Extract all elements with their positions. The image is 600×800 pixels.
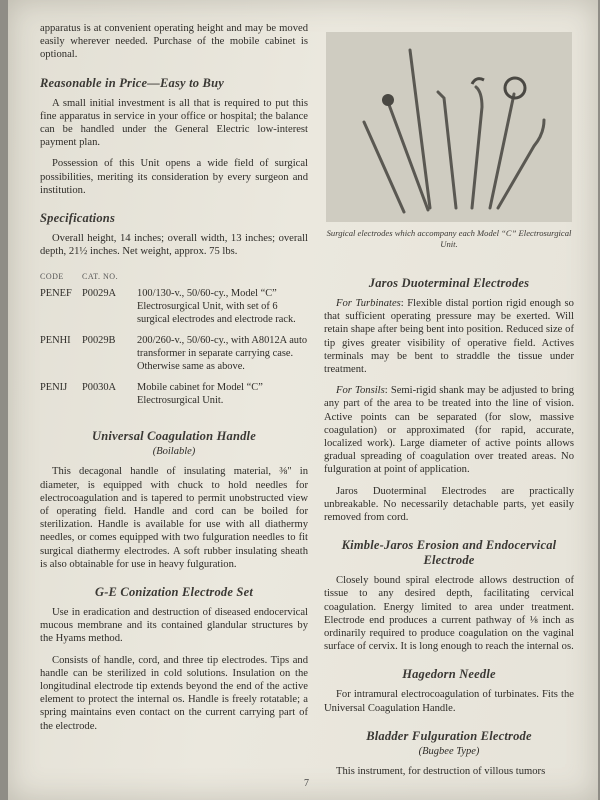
col-cat-header: CAT. NO. [82, 272, 119, 282]
conization-paragraph-2: Consists of handle, cord, and three tip electrodes. Tips and handle can be sterilized in cold solutions. Insulation on the longitudinal electrode tip extends beyond the end of the active element to protect the internal os. Handle is freely rotatable; a spring maintains even contact on the current carrying part of the electrode. [40, 654, 308, 732]
conization-paragraph-1: Use in eradication and destruction of diseased endocervical mucous membrane and its contained glandular structures by the Hyams method. [40, 607, 308, 645]
jaros-turbinates-paragraph [324, 297, 574, 376]
hagedorn-heading: Hagedorn Needle [402, 667, 496, 682]
hagedorn-paragraph: For intramural electrocoagulation of turbinates. Fits the Universal Coagulation Handle. [324, 689, 574, 714]
specifications-text: Overall height, 14 inches; overall width, 13 inches; overall depth, 21½ inches. Net weight, approx. 75 lbs. [40, 233, 308, 258]
row-cat: P0029A [82, 288, 117, 300]
intro-paragraph: apparatus is at convenient operating height and may be moved easily wherever needed. Purchase of the mobile cabinet is optional. [40, 23, 308, 61]
row-code: PENHI [40, 335, 71, 347]
bladder-subheading: (Bugbee Type) [418, 745, 480, 757]
handle-subheading: (Boilable) [152, 446, 196, 458]
row-desc: 100/130-v., 50/60-cy., Model “C” Electrosurgical Unit, with set of 6 surgical electrodes and electrode rack. [137, 288, 296, 326]
handle-heading: Universal Coagulation Handle [92, 429, 256, 444]
table-row [40, 334, 308, 381]
electrodes-photo [326, 32, 572, 222]
specifications-table [40, 266, 308, 415]
left-column [40, 22, 308, 741]
tonsils-label: For Tonsils [336, 385, 385, 397]
right-column [324, 262, 574, 786]
table-row [40, 287, 308, 334]
bladder-paragraph: This instrument, for destruction of villous tumors [336, 765, 546, 777]
table-row [40, 381, 308, 415]
turbinates-text: : Flexible distal portion rigid enough so that sufficient operating pressure may be exerted. Will retain shape after being bent into position. Reduced size of tip gives greater visibility of operative field. Actives terminals may be bent to straddle the tissue under treatment. [324, 298, 574, 376]
kimble-heading: Kimble-Jaros Erosion and Endocervical Electrode [341, 538, 557, 568]
turbinates-label: For Turbinates [336, 298, 401, 309]
row-code: PENIJ [40, 382, 68, 394]
row-cat: P0030A [82, 382, 117, 394]
photo-caption: Surgical electrodes which accompany each Model “C” Electrosurgical Unit. [326, 228, 572, 249]
row-code: PENEF [40, 288, 72, 300]
document-page [8, 0, 598, 800]
spec-table-header [40, 266, 308, 287]
tonsils-text: : Semi-rigid shank may be adjusted to bring any part of the area to be treated into the line of vision. Active points can be separated (for slow, massive coagulation) or approximated (for rapid, accurate, localized work). Large diameter of active points allows gradual spreading of coagulation over treated areas. No fulguration at point of application. [324, 385, 574, 476]
row-desc: 200/260-v., 50/60-cy., with A8012A auto transformer in separate carrying case. Otherwise same as above. [137, 335, 308, 373]
page-number: 7 [304, 778, 309, 789]
price-heading: Reasonable in Price—Easy to Buy [40, 75, 224, 90]
row-cat: P0029B [82, 335, 116, 347]
col-code-header: CODE [40, 272, 64, 282]
specifications-heading: Specifications [40, 211, 116, 226]
row-desc: Mobile cabinet for Model “C” Electrosurgical Unit. [137, 382, 263, 407]
bladder-heading: Bladder Fulguration Electrode [366, 728, 532, 743]
jaros-tonsils-paragraph [324, 384, 574, 476]
jaros-heading: Jaros Duoterminal Electrodes [368, 276, 530, 290]
jaros-paragraph-3: Jaros Duoterminal Electrodes are practically unbreakable. No necessarily detachable parts, yet easily removed from cord. [324, 485, 574, 524]
handle-paragraph: This decagonal handle of insulating material, ⅜" in diameter, is equipped with chuck to hold needles for electrocoagulation and is tapered to permit unobstructed view of operating field. Handle and cord can be boiled for sterilization. Handle is available for use with all diathermy needles, or comes equipped with two fulguration needles to fit surgical diathermy electrodes. A soft rubber insulating sheath is also obtainable for use in heavy fulguration. [40, 466, 308, 570]
conization-heading: G-E Conization Electrode Set [94, 585, 254, 600]
price-paragraph-1: A small initial investment is all that is required to put this fine apparatus in service in your office or hospital; the balance can be handled under the General Electric low-interest payment plan. [40, 97, 308, 149]
price-paragraph-2: Possession of this Unit opens a wide field of surgical possibilities, meriting its consideration by every surgeon and institution. [40, 158, 308, 196]
kimble-paragraph: Closely bound spiral electrode allows destruction of tissue to any desired depth, facilitating cervical coagulation. Energy limited to area under treatment. Electrode end produces a current pathway of ⅛ inch as ordinarily required to produce coagulation on the vaginal surface of cervix. It is long enough to reach the internal os. [324, 575, 574, 653]
